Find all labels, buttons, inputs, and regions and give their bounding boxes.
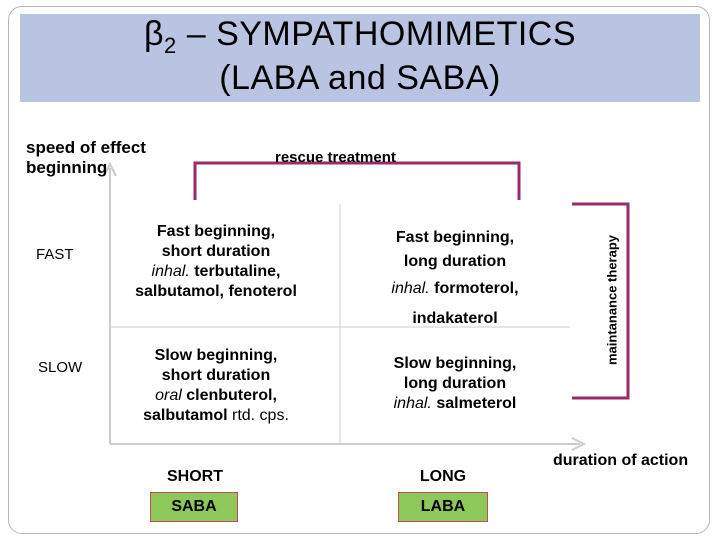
cell-heading: Fast beginning,: [156, 223, 276, 240]
rescue-treatment-label: rescue treatment: [275, 149, 396, 166]
route-label: inhal.: [391, 280, 430, 297]
drug-names: clenbuterol,: [181, 387, 277, 404]
cell-drugs: [345, 394, 565, 414]
y-axis-label: speed of effect beginning: [26, 138, 146, 177]
route-label: oral: [155, 387, 182, 404]
cell-drugs: [345, 277, 565, 301]
cell-drugs: [106, 406, 326, 426]
short-label: SHORT: [167, 468, 223, 485]
cell-heading: Fast beginning,: [395, 229, 515, 246]
drug-names: formoterol,: [429, 280, 519, 297]
cell-slow-long: [345, 354, 565, 414]
cell-heading: Slow beginning,: [154, 347, 278, 364]
row-label-slow: SLOW: [38, 359, 83, 376]
drug-names: salmeterol: [431, 395, 517, 412]
cell-drugs: [106, 262, 326, 282]
long-label: LONG: [419, 468, 467, 485]
title-beta: β: [143, 15, 165, 53]
drug-names: terbutaline,: [189, 263, 281, 280]
drug-names: salbutamol: [143, 407, 228, 424]
dosage-form: rtd. cps.: [227, 407, 289, 424]
saba-box: SABA: [150, 492, 238, 522]
title-main: – SYMPATHOMIMETICS: [176, 15, 577, 53]
cell-heading: long duration: [403, 375, 507, 392]
route-label: inhal.: [393, 395, 432, 412]
cell-fast-short: [106, 222, 326, 302]
cell-fast-long: [345, 226, 565, 331]
duration-of-action-label: duration of action: [553, 452, 689, 469]
maintenance-bracket: [572, 204, 628, 398]
cell-heading: long duration: [403, 253, 507, 270]
cell-heading: short duration: [161, 367, 271, 384]
title-line-2: (LABA and SABA): [219, 59, 501, 97]
route-label: inhal.: [151, 263, 190, 280]
cell-heading: Slow beginning,: [393, 355, 517, 372]
drug-names: indakaterol: [412, 310, 498, 327]
row-label-fast: FAST: [36, 246, 74, 263]
rescue-bracket: [195, 163, 519, 200]
laba-box: LABA: [398, 492, 488, 522]
maintenance-therapy-label: maintanance therapy: [604, 234, 620, 366]
cell-slow-short: [106, 346, 326, 426]
cell-drugs: [106, 386, 326, 406]
title-subscript: 2: [164, 33, 177, 58]
cell-heading: short duration: [161, 243, 271, 260]
drug-names: salbutamol, fenoterol: [135, 283, 297, 300]
